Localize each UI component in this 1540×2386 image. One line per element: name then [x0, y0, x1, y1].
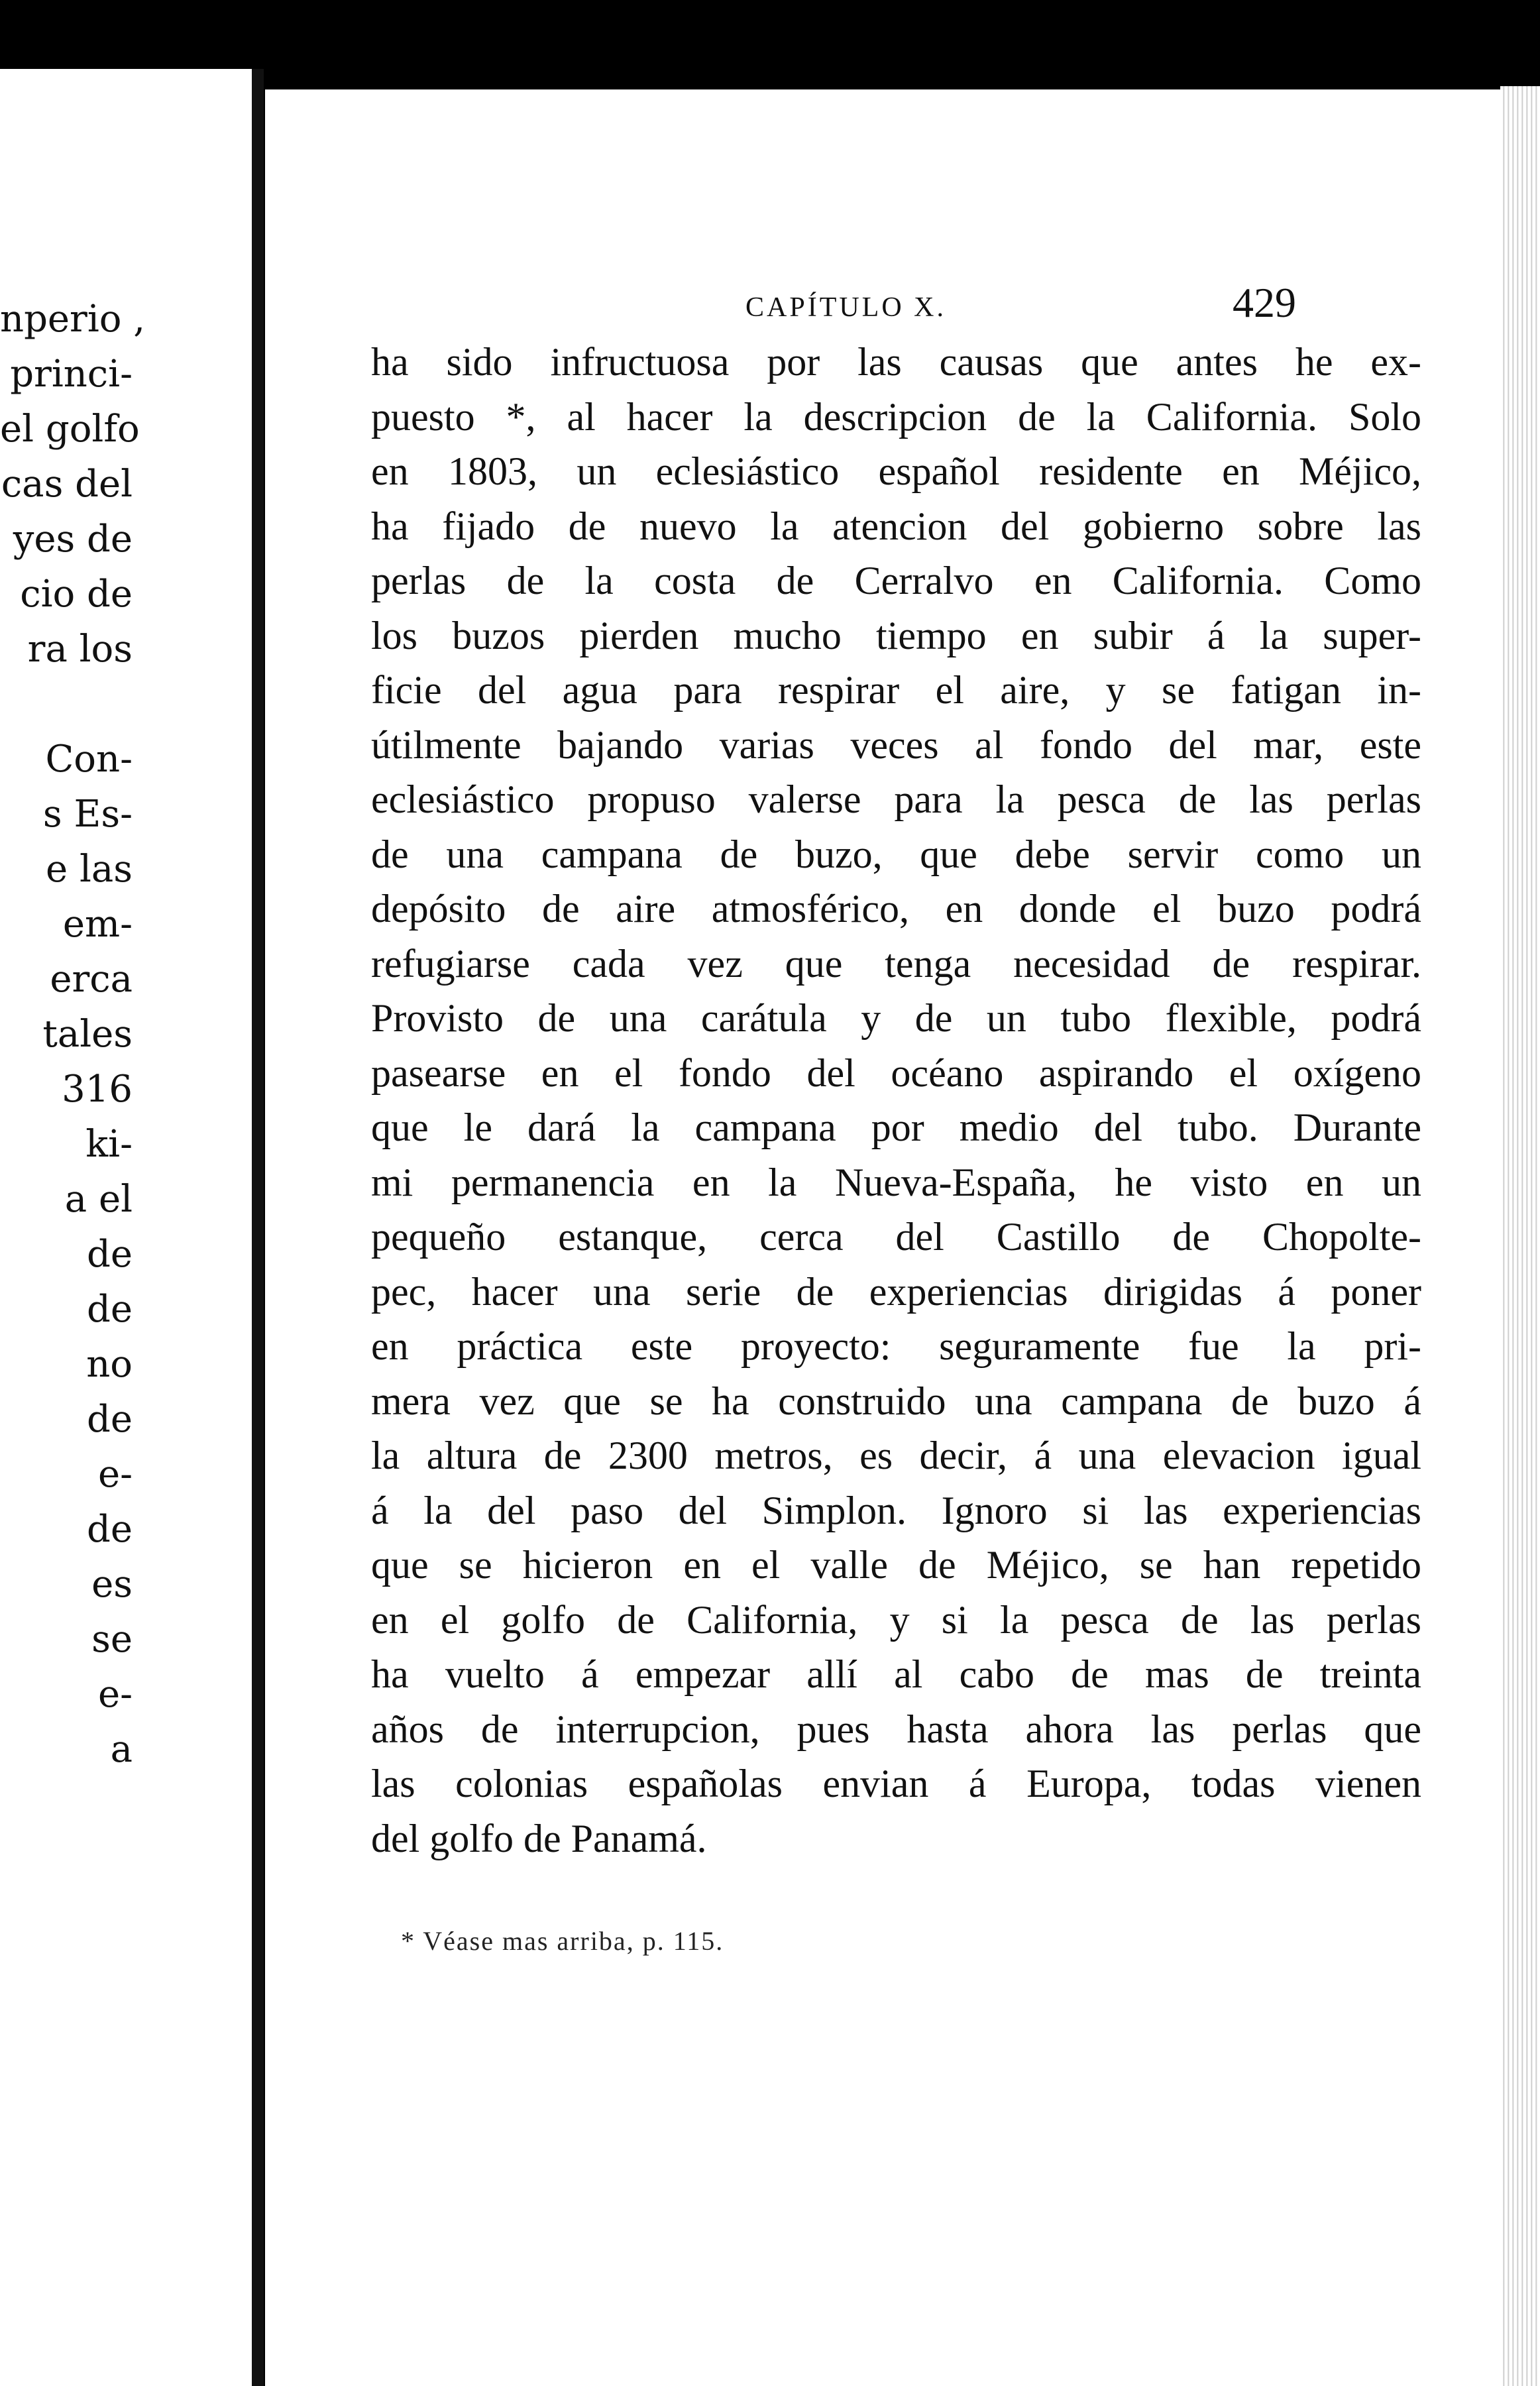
text-line: ha fijado de nuevo la atencion del gobierno sobre las: [371, 504, 1421, 548]
text-line: pec, hacer una serie de experiencias dirigidas á poner: [371, 1269, 1421, 1314]
left-page-line: cas del: [1, 463, 133, 506]
text-line: pequeño estanque, cerca del Castillo de Chopolte-: [371, 1215, 1421, 1259]
text-line: á la del paso del Simplon. Ignoro si las experiencias: [371, 1488, 1421, 1532]
text-line: perlas de la costa de Cerralvo en California. Como: [371, 559, 1421, 602]
left-page-line: a: [110, 1728, 133, 1771]
text-line: Provisto de una carátula y de un tubo flexible, podrá: [371, 996, 1421, 1040]
left-facing-page: [0, 69, 264, 2386]
left-page-line: e-: [97, 1673, 133, 1716]
left-page-line: de: [87, 1508, 133, 1551]
left-page-line: es: [91, 1563, 133, 1606]
left-page-line: no: [86, 1343, 133, 1386]
text-line: la altura de 2300 metros, es decir, á una elevacion igual: [371, 1434, 1421, 1477]
text-line: los buzos pierden mucho tiempo en subir á la super-: [371, 613, 1421, 657]
text-line: pasearse en el fondo del océano aspirando el oxígeno: [371, 1051, 1421, 1095]
text-line: que le dará la campana por medio del tubo. Durante: [371, 1106, 1421, 1149]
text-line: en práctica este proyecto: seguramente fue la pri-: [371, 1324, 1421, 1368]
left-page-line: de: [87, 1398, 133, 1441]
text-line: puesto *, al hacer la descripcion de la California. Solo: [371, 394, 1421, 439]
footnote: * Véase mas arriba, p. 115.: [401, 1926, 724, 1956]
text-line: las colonias españolas envian á Europa, todas vienen: [371, 1762, 1421, 1805]
left-page-line: tales: [42, 1013, 133, 1056]
text-line: eclesiástico propuso valerse para la pesca de las perlas: [371, 777, 1421, 821]
left-page-line: cio de: [20, 573, 133, 616]
left-page-line: Con-: [45, 738, 133, 781]
left-page-line: de: [87, 1233, 133, 1276]
text-line: en el golfo de California, y si la pesca de las perlas: [371, 1597, 1421, 1642]
text-line: del golfo de Panamá.: [371, 1816, 707, 1860]
text-line: ficie del agua para respirar el aire, y se fatigan in-: [371, 668, 1421, 712]
left-page-line: 316: [62, 1068, 133, 1111]
left-page-line: el golfo: [0, 408, 140, 451]
left-page-line: s Es-: [42, 793, 133, 836]
body-text: [371, 335, 1421, 1866]
left-page-line: yes de: [13, 518, 133, 561]
text-line: años de interrupcion, pues hasta ahora las perlas que: [371, 1707, 1421, 1751]
left-page-line: nperio ,: [0, 298, 146, 341]
left-page-line: erca: [50, 958, 133, 1001]
left-page-text: [0, 298, 146, 1958]
left-page-line: em-: [62, 903, 133, 946]
text-line: ha sido infructuosa por las causas que antes he ex-: [371, 340, 1421, 384]
page-number: 429: [1233, 279, 1296, 326]
text-line: mi permanencia en la Nueva-España, he visto en un: [371, 1160, 1421, 1204]
main-page: [265, 89, 1517, 2386]
page-header: [265, 278, 1517, 338]
text-line: de una campana de buzo, que debe servir como un: [371, 832, 1421, 876]
text-line: en 1803, un eclesiástico español residente en Méjico,: [371, 449, 1421, 493]
running-head: CAPÍTULO X.: [745, 292, 946, 323]
left-page-line: e las: [46, 848, 133, 891]
left-page-line: ki-: [85, 1123, 133, 1166]
text-line: depósito de aire atmosférico, en donde el buzo podrá: [371, 887, 1421, 931]
text-line: refugiarse cada vez que tenga necesidad de respirar.: [371, 941, 1421, 986]
text-line: útilmente bajando varias veces al fondo del mar, este: [371, 722, 1421, 767]
left-page-line: se: [91, 1618, 133, 1661]
left-page-line: ra los: [27, 628, 133, 671]
text-line: que se hicieron en el valle de Méjico, se han repetido: [371, 1543, 1421, 1587]
text-line: ha vuelto á empezar allí al cabo de mas de treinta: [371, 1652, 1421, 1696]
page-stack-edge: [1500, 86, 1540, 2386]
left-page-line: e-: [97, 1453, 133, 1496]
left-page-line: a el: [64, 1178, 133, 1221]
text-line: mera vez que se ha construido una campana de buzo á: [371, 1379, 1421, 1423]
left-page-line: princi-: [10, 353, 133, 396]
left-page-line: de: [87, 1288, 133, 1331]
